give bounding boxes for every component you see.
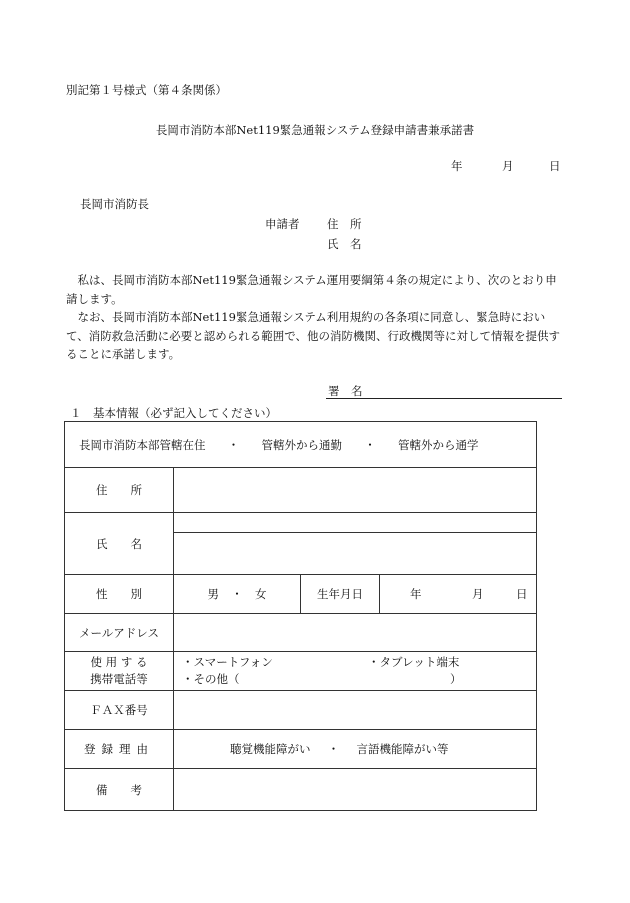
- fax-field[interactable]: [174, 691, 537, 730]
- name-furigana-field[interactable]: [174, 513, 536, 533]
- birthdate-day-unit: 日: [516, 587, 528, 601]
- address-row: [65, 468, 537, 513]
- name-field[interactable]: [174, 533, 536, 574]
- signature-label: 署 名: [328, 384, 363, 398]
- application-paragraph: 私は、長岡市消防本部Net119緊急通報システム運用要綱第４条の規定により、次のとおり申請します。: [66, 273, 557, 306]
- reason-separator: ・: [327, 742, 340, 756]
- residency-option-commute-school[interactable]: 管轄外から通学: [398, 437, 479, 452]
- addressee: 長岡市消防長: [80, 197, 149, 211]
- email-field[interactable]: [174, 614, 537, 652]
- applicant-label: 申請者: [265, 217, 300, 231]
- reason-options: [174, 730, 537, 769]
- residency-separator: ・: [227, 437, 240, 452]
- phone-label-line2: 携帯電話等: [90, 672, 148, 686]
- residency-row: [65, 422, 537, 468]
- reason-option-hearing[interactable]: 聴覚機能障がい: [230, 742, 311, 756]
- gender-birthdate-row: [65, 575, 537, 614]
- birthdate-month-unit: 月: [472, 587, 484, 601]
- form-number: 別記第１号様式（第４条関係）: [66, 83, 227, 97]
- remarks-label: 備 考: [65, 769, 174, 811]
- basic-info-table: [64, 421, 537, 811]
- applicant-name-label: 氏 名: [327, 237, 362, 251]
- date-year: 年: [451, 159, 463, 173]
- date-day: 日: [549, 159, 561, 173]
- address-field[interactable]: [174, 468, 537, 513]
- phone-option-other-close: ）: [450, 672, 462, 686]
- reason-option-speech[interactable]: 言語機能障がい等: [356, 742, 449, 756]
- address-label: 住 所: [65, 468, 174, 513]
- gender-option-female[interactable]: 女: [255, 587, 267, 601]
- remarks-field[interactable]: [174, 769, 537, 811]
- date-month: 月: [502, 159, 514, 173]
- phone-option-smartphone[interactable]: ・スマートフォン: [182, 655, 273, 669]
- signature-line[interactable]: [326, 398, 562, 399]
- remarks-row: [65, 769, 537, 811]
- reason-row: [65, 730, 537, 769]
- gender-options: [174, 575, 301, 614]
- document-title: 長岡市消防本部Net119緊急通報システム登録申請書兼承諾書: [155, 123, 475, 137]
- gender-option-male[interactable]: 男: [207, 587, 219, 601]
- name-label: 氏 名: [65, 513, 174, 575]
- phone-options: [174, 652, 537, 691]
- email-label: メールアドレス: [65, 614, 174, 652]
- birthdate-field[interactable]: [380, 575, 537, 614]
- fax-row: [65, 691, 537, 730]
- birthdate-label: 生年月日: [301, 575, 380, 614]
- phone-row: [65, 652, 537, 691]
- phone-option-other[interactable]: ・その他（: [182, 672, 240, 686]
- email-row: [65, 614, 537, 652]
- gender-label: 性 別: [65, 575, 174, 614]
- section-title: １ 基本情報（必ず記入してください）: [70, 406, 277, 420]
- birthdate-year-unit: 年: [410, 587, 422, 601]
- phone-option-tablet[interactable]: ・タブレット端末: [368, 655, 460, 669]
- residency-option-resident[interactable]: 長岡市消防本部管轄在住: [79, 437, 206, 452]
- applicant-address-label: 住 所: [327, 217, 362, 231]
- phone-label-line1: 使 用 す る: [90, 655, 148, 669]
- consent-paragraph: なお、長岡市消防本部Net119緊急通報システム利用規約の各条項に同意し、緊急時において、消防救急活動に必要と認められる範囲で、他の消防機関、行政機関等に対して情報を提供することに承諾します。: [66, 310, 561, 361]
- reason-label: 登録理由: [65, 730, 174, 769]
- fax-label: ＦＡＸ番号: [65, 691, 174, 730]
- gender-separator: ・: [231, 587, 243, 601]
- name-row: [65, 513, 537, 575]
- residency-option-commute-work[interactable]: 管轄外から通勤: [261, 437, 342, 452]
- phone-label: [65, 652, 174, 691]
- residency-separator: ・: [364, 437, 376, 452]
